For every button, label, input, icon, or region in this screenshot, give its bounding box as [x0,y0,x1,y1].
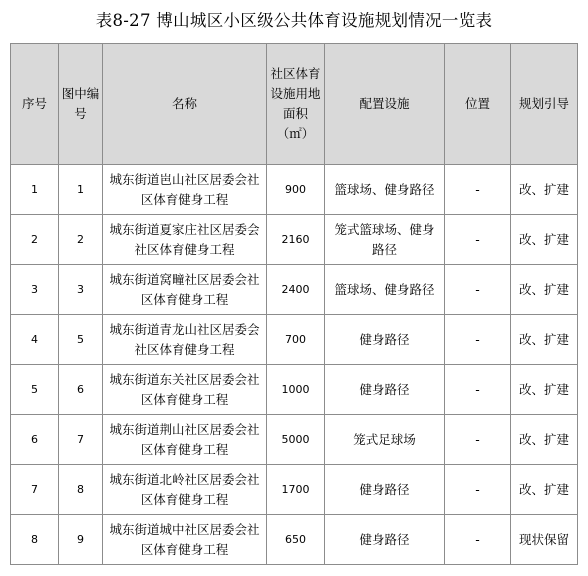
cell-name: 城东街道夏家庄社区居委会社区体育健身工程 [103,215,267,265]
header-seq: 序号 [11,44,59,165]
cell-facilities: 笼式足球场 [325,415,445,465]
table-row [11,265,578,315]
cell-location: - [445,265,511,315]
cell-map-no: 7 [59,415,103,465]
table-row [11,465,578,515]
cell-name: 城东街道岜山社区居委会社区体育健身工程 [103,165,267,215]
cell-seq: 8 [11,515,59,565]
cell-seq: 4 [11,315,59,365]
cell-location: - [445,165,511,215]
cell-guidance: 现状保留 [511,515,578,565]
table-row [11,365,578,415]
cell-area: 900 [267,165,325,215]
cell-guidance: 改、扩建 [511,215,578,265]
cell-name: 城东街道城中社区居委会社区体育健身工程 [103,515,267,565]
cell-facilities: 健身路径 [325,315,445,365]
cell-facilities: 健身路径 [325,515,445,565]
cell-map-no: 8 [59,465,103,515]
table-body [11,165,578,565]
cell-map-no: 3 [59,265,103,315]
cell-location: - [445,215,511,265]
cell-area: 2160 [267,215,325,265]
cell-guidance: 改、扩建 [511,365,578,415]
cell-seq: 7 [11,465,59,515]
cell-seq: 2 [11,215,59,265]
cell-facilities: 健身路径 [325,465,445,515]
header-location: 位置 [445,44,511,165]
cell-location: - [445,315,511,365]
cell-guidance: 改、扩建 [511,465,578,515]
cell-location: - [445,515,511,565]
cell-facilities: 笼式篮球场、健身路径 [325,215,445,265]
header-name: 名称 [103,44,267,165]
cell-area: 1000 [267,365,325,415]
cell-area: 1700 [267,465,325,515]
table-row [11,215,578,265]
table-header [11,44,578,165]
cell-area: 2400 [267,265,325,315]
cell-facilities: 篮球场、健身路径 [325,165,445,215]
header-area: 社区体育设施用地面积（㎡） [267,44,325,165]
table-row [11,315,578,365]
cell-area: 5000 [267,415,325,465]
cell-name: 城东街道荆山社区居委会社区体育健身工程 [103,415,267,465]
cell-area: 650 [267,515,325,565]
cell-name: 城东街道青龙山社区居委会社区体育健身工程 [103,315,267,365]
cell-map-no: 6 [59,365,103,415]
cell-seq: 5 [11,365,59,415]
table-row [11,415,578,465]
header-facilities: 配置设施 [325,44,445,165]
cell-seq: 6 [11,415,59,465]
cell-facilities: 篮球场、健身路径 [325,265,445,315]
cell-facilities: 健身路径 [325,365,445,415]
cell-location: - [445,415,511,465]
cell-area: 700 [267,315,325,365]
cell-map-no: 9 [59,515,103,565]
header-row [11,44,578,165]
table-row [11,165,578,215]
cell-seq: 1 [11,165,59,215]
table-row [11,515,578,565]
cell-guidance: 改、扩建 [511,165,578,215]
facilities-table [10,43,578,565]
cell-map-no: 5 [59,315,103,365]
cell-guidance: 改、扩建 [511,265,578,315]
cell-name: 城东街道窝疃社区居委会社区体育健身工程 [103,265,267,315]
cell-guidance: 改、扩建 [511,315,578,365]
cell-name: 城东街道东关社区居委会社区体育健身工程 [103,365,267,415]
cell-location: - [445,465,511,515]
header-guidance: 规划引导 [511,44,578,165]
cell-name: 城东街道北岭社区居委会社区体育健身工程 [103,465,267,515]
cell-location: - [445,365,511,415]
table-title: 表8-27 博山城区小区级公共体育设施规划情况一览表 [95,11,493,30]
cell-guidance: 改、扩建 [511,415,578,465]
cell-seq: 3 [11,265,59,315]
header-map-no: 图中编号 [59,44,103,165]
cell-map-no: 2 [59,215,103,265]
cell-map-no: 1 [59,165,103,215]
